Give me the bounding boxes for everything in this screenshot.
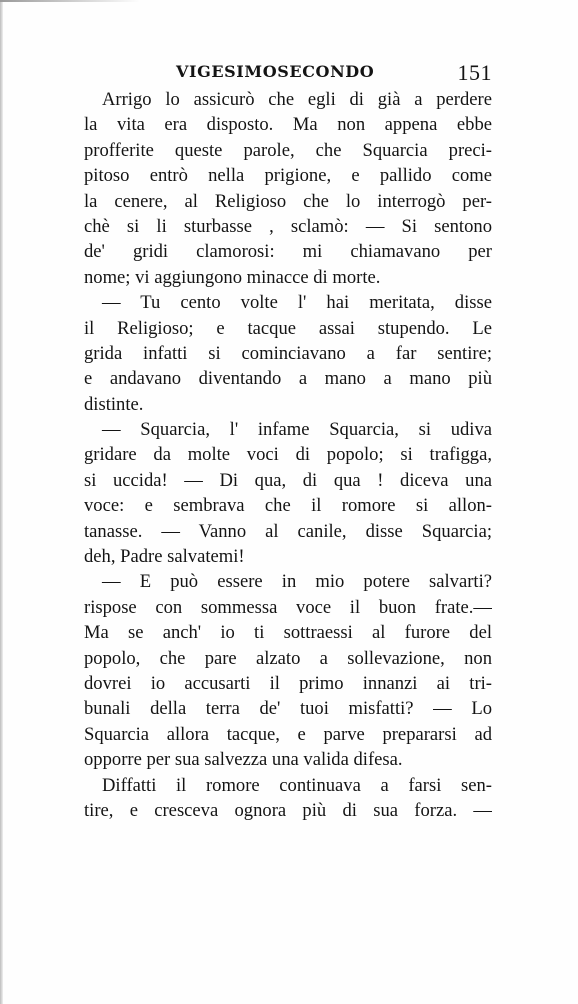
text-line: — Squarcia, l' infame Squarcia, si udiva [102, 419, 492, 441]
text-line: pitoso entrò nella prigione, e pallido come [84, 165, 492, 187]
text-line: nome; vi aggiungono minacce di morte. [84, 266, 381, 288]
text-line: grida infatti si cominciavano a far sentire; [84, 342, 492, 364]
text-line: — E può essere in mio potere salvarti? [102, 571, 492, 593]
text-line: de' gridi clamorosi: mi chiamavano per [84, 241, 492, 263]
page-header [84, 60, 494, 90]
text-line: opporre per sua salvezza una valida difesa. [84, 749, 403, 771]
body-text [84, 87, 492, 823]
text-line: la cenere, al Religioso che lo interrogò per- [84, 190, 492, 212]
text-line: bunali della terra de' tuoi misfatti? — Lo [84, 698, 492, 720]
text-line: il Religioso; e tacque assai stupendo. Le [84, 317, 492, 339]
text-line: popolo, che pare alzato a sollevazione, non [84, 647, 492, 669]
page-edge-shadow [0, 0, 3, 1004]
text-line: — Tu cento volte l' hai meritata, disse [102, 292, 492, 314]
text-line: e andavano diventando a mano a mano più [84, 368, 492, 390]
text-line: Ma se anch' io ti sottraessi al furore del [84, 622, 492, 644]
text-line: la vita era disposto. Ma non appena ebbe [84, 114, 492, 136]
page-number: 151 [457, 60, 492, 85]
text-line: tanasse. — Vanno al canile, disse Squarcia; [84, 520, 492, 542]
text-line: chè si li sturbasse , sclamò: — Si sentono [84, 215, 492, 237]
text-line: gridare da molte voci di popolo; si trafigga, [84, 444, 492, 466]
text-line: voce: e sembrava che il romore si allon- [84, 495, 492, 517]
text-line: si uccida! — Di qua, di qua ! diceva una [84, 469, 492, 491]
text-line: tire, e cresceva ognora più di sua forza. — [84, 799, 492, 821]
text-line: dovrei io accusarti il primo innanzi ai tri- [84, 672, 492, 694]
text-line: Diffatti il romore continuava a farsi sen- [102, 774, 492, 796]
text-line: Squarcia allora tacque, e parve prepararsi ad [84, 723, 492, 745]
running-head: VIGESIMOSECONDO [176, 62, 375, 81]
text-line: rispose con sommessa voce il buon frate.— [84, 596, 492, 618]
text-line: profferite queste parole, che Squarcia preci- [84, 139, 492, 161]
text-line: Arrigo lo assicurò che egli di già a perdere [102, 89, 492, 110]
text-line: deh, Padre salvatemi! [84, 546, 245, 568]
text-line: distinte. [84, 393, 144, 415]
page-top-edge [0, 0, 140, 2]
